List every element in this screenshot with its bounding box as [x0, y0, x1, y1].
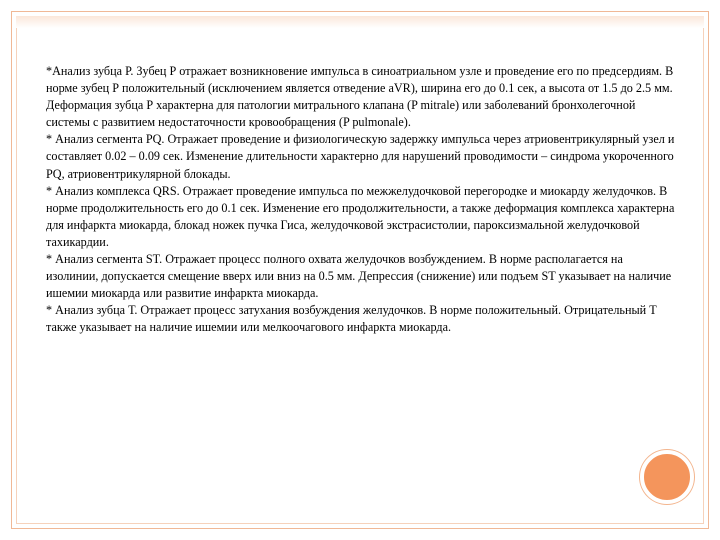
paragraph-qrs-complex: * Анализ комплекса QRS. Отражает проведение импульса по межжелудочковой перегородке и миокарду желудочков. В норме продолжительность его до 0.1 сек. Изменение его продолжительности, а также деформация комплекса характерна для инфаркта миокарда, блокад ножек пучка Гиса, желудочковой экстрасистолии, пароксизмальной желудочковой тахикардии.: [46, 183, 675, 249]
paragraph-pq-segment: * Анализ сегмента PQ. Отражает проведение и физиологическую задержку импульса через атриовентрикулярный узел и составляет 0.02 – 0.09 сек. Изменение длительности характерно для нарушений проводимости – синдрома укороченного PQ, атриовентрикулярной блокады.: [46, 132, 675, 181]
top-stripe: [16, 16, 704, 28]
paragraph-st-segment: * Анализ сегмента ST. Отражает процесс полного охвата желудочков возбуждением. В норме располагается на изолинии, допускается смещение вверх или вниз на 0.5 мм. Депрессия (снижение) или подъем ST указывает на наличие ишемии миокарда или развитие инфаркта миокарда.: [46, 252, 672, 301]
body-text: [46, 63, 678, 337]
paragraph-t-wave: * Анализ зубца Т. Отражает процесс затухания возбуждения желудочков. В норме положительный. Отрицательный Т также указывает на наличие ишемии или мелкоочагового инфаркта миокарда.: [46, 303, 657, 335]
decorative-circle-badge: [640, 450, 694, 504]
paragraph-p-wave: *Анализ зубца Р. Зубец Р отражает возникновение импульса в синоатриальном узле и проведение его по предсердиям. В норме зубец Р положительный (исключением является отведение aVR), ширина его до 0.1 сек, а высота от 1.5 до 2.5 мм. Деформация зубца Р характерна для патологии митрального клапана (P mitrale) или заболеваний бронхолегочной системы с развитием недостаточности кровообращения (P pulmonale).: [46, 64, 674, 130]
